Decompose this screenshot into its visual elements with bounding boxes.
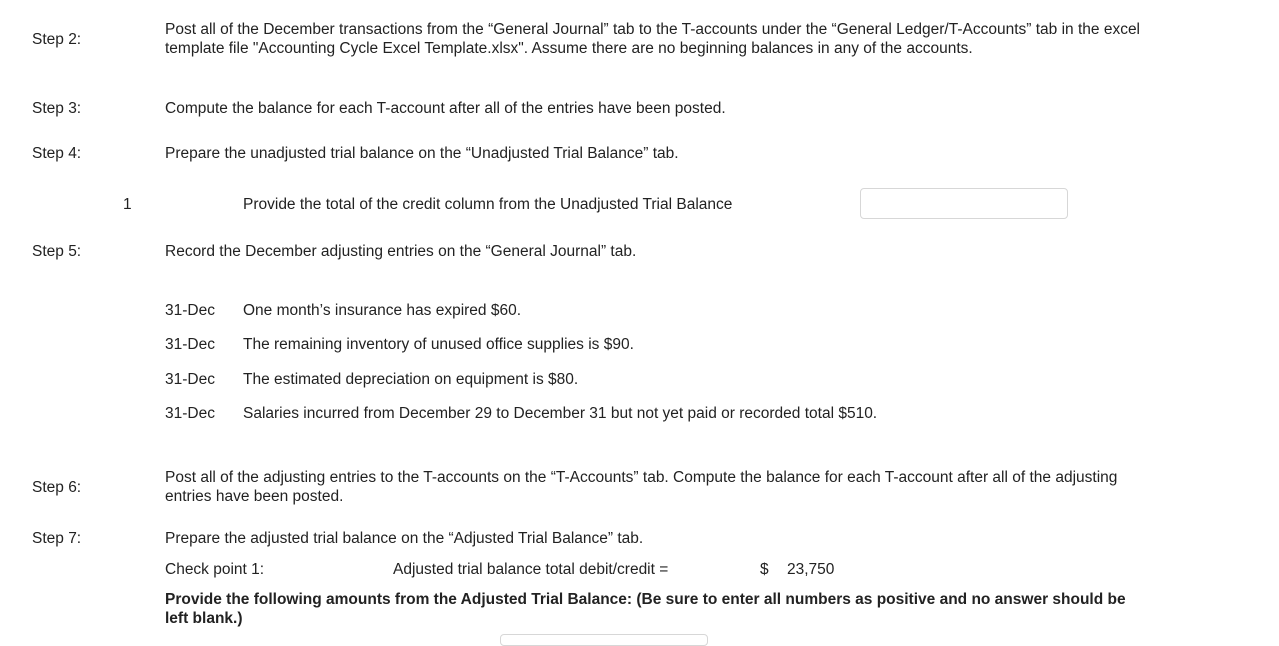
- entry-date: 31-Dec: [165, 336, 215, 353]
- step7-text: Prepare the adjusted trial balance on the “Adjusted Trial Balance” tab.: [165, 530, 644, 547]
- entry-date: 31-Dec: [165, 405, 215, 422]
- step3-label: Step 3:: [32, 100, 82, 117]
- checkpoint-text: Adjusted trial balance total debit/credit =: [393, 561, 669, 578]
- entry-text: Salaries incurred from December 29 to December 31 but not yet paid or recorded total $510.: [243, 405, 878, 422]
- entry-date: 31-Dec: [165, 302, 215, 319]
- step7-label: Step 7:: [32, 530, 82, 547]
- question1-text: Provide the total of the credit column from the Unadjusted Trial Balance: [243, 196, 733, 213]
- step6-label: Step 6:: [32, 479, 82, 496]
- step4-text: Prepare the unadjusted trial balance on the “Unadjusted Trial Balance” tab.: [165, 145, 679, 162]
- step5-text: Record the December adjusting entries on the “General Journal” tab.: [165, 243, 637, 260]
- step6-line2: entries have been posted.: [165, 488, 344, 505]
- instruction-line2: left blank.): [165, 610, 243, 627]
- checkpoint-currency: $: [760, 561, 769, 578]
- checkpoint-value: 23,750: [787, 561, 835, 578]
- step5-label: Step 5:: [32, 243, 82, 260]
- question1-number: 1: [123, 196, 132, 213]
- checkpoint-label: Check point 1:: [165, 561, 265, 578]
- step2-line2: template file "Accounting Cycle Excel Template.xlsx". Assume there are no beginning balances in any of the accounts.: [165, 40, 973, 57]
- step6-line1: Post all of the adjusting entries to the T-accounts on the “T-Accounts” tab. Compute the balance for each T-account after all of the adjusting: [165, 469, 1118, 486]
- entry-text: One month’s insurance has expired $60.: [243, 302, 522, 319]
- credit-total-input[interactable]: [860, 188, 1068, 219]
- step3-text: Compute the balance for each T-account after all of the entries have been posted.: [165, 100, 726, 117]
- answer-input-partial[interactable]: [500, 634, 708, 646]
- instruction-line1: Provide the following amounts from the Adjusted Trial Balance: (Be sure to enter all numbers as positive and no answer should be: [165, 591, 1126, 608]
- step2-line1: Post all of the December transactions from the “General Journal” tab to the T-accounts under the “General Ledger/T-Accounts” tab in the excel: [165, 21, 1141, 38]
- step2-instructions: [165, 20, 1140, 58]
- step2-label: Step 2:: [32, 31, 82, 48]
- entry-text: The remaining inventory of unused office supplies is $90.: [243, 336, 634, 353]
- step4-label: Step 4:: [32, 145, 82, 162]
- entry-text: The estimated depreciation on equipment is $80.: [243, 371, 579, 388]
- adjusted-tb-instructions: [165, 590, 1126, 628]
- entry-date: 31-Dec: [165, 371, 215, 388]
- step6-instructions: [165, 468, 1117, 506]
